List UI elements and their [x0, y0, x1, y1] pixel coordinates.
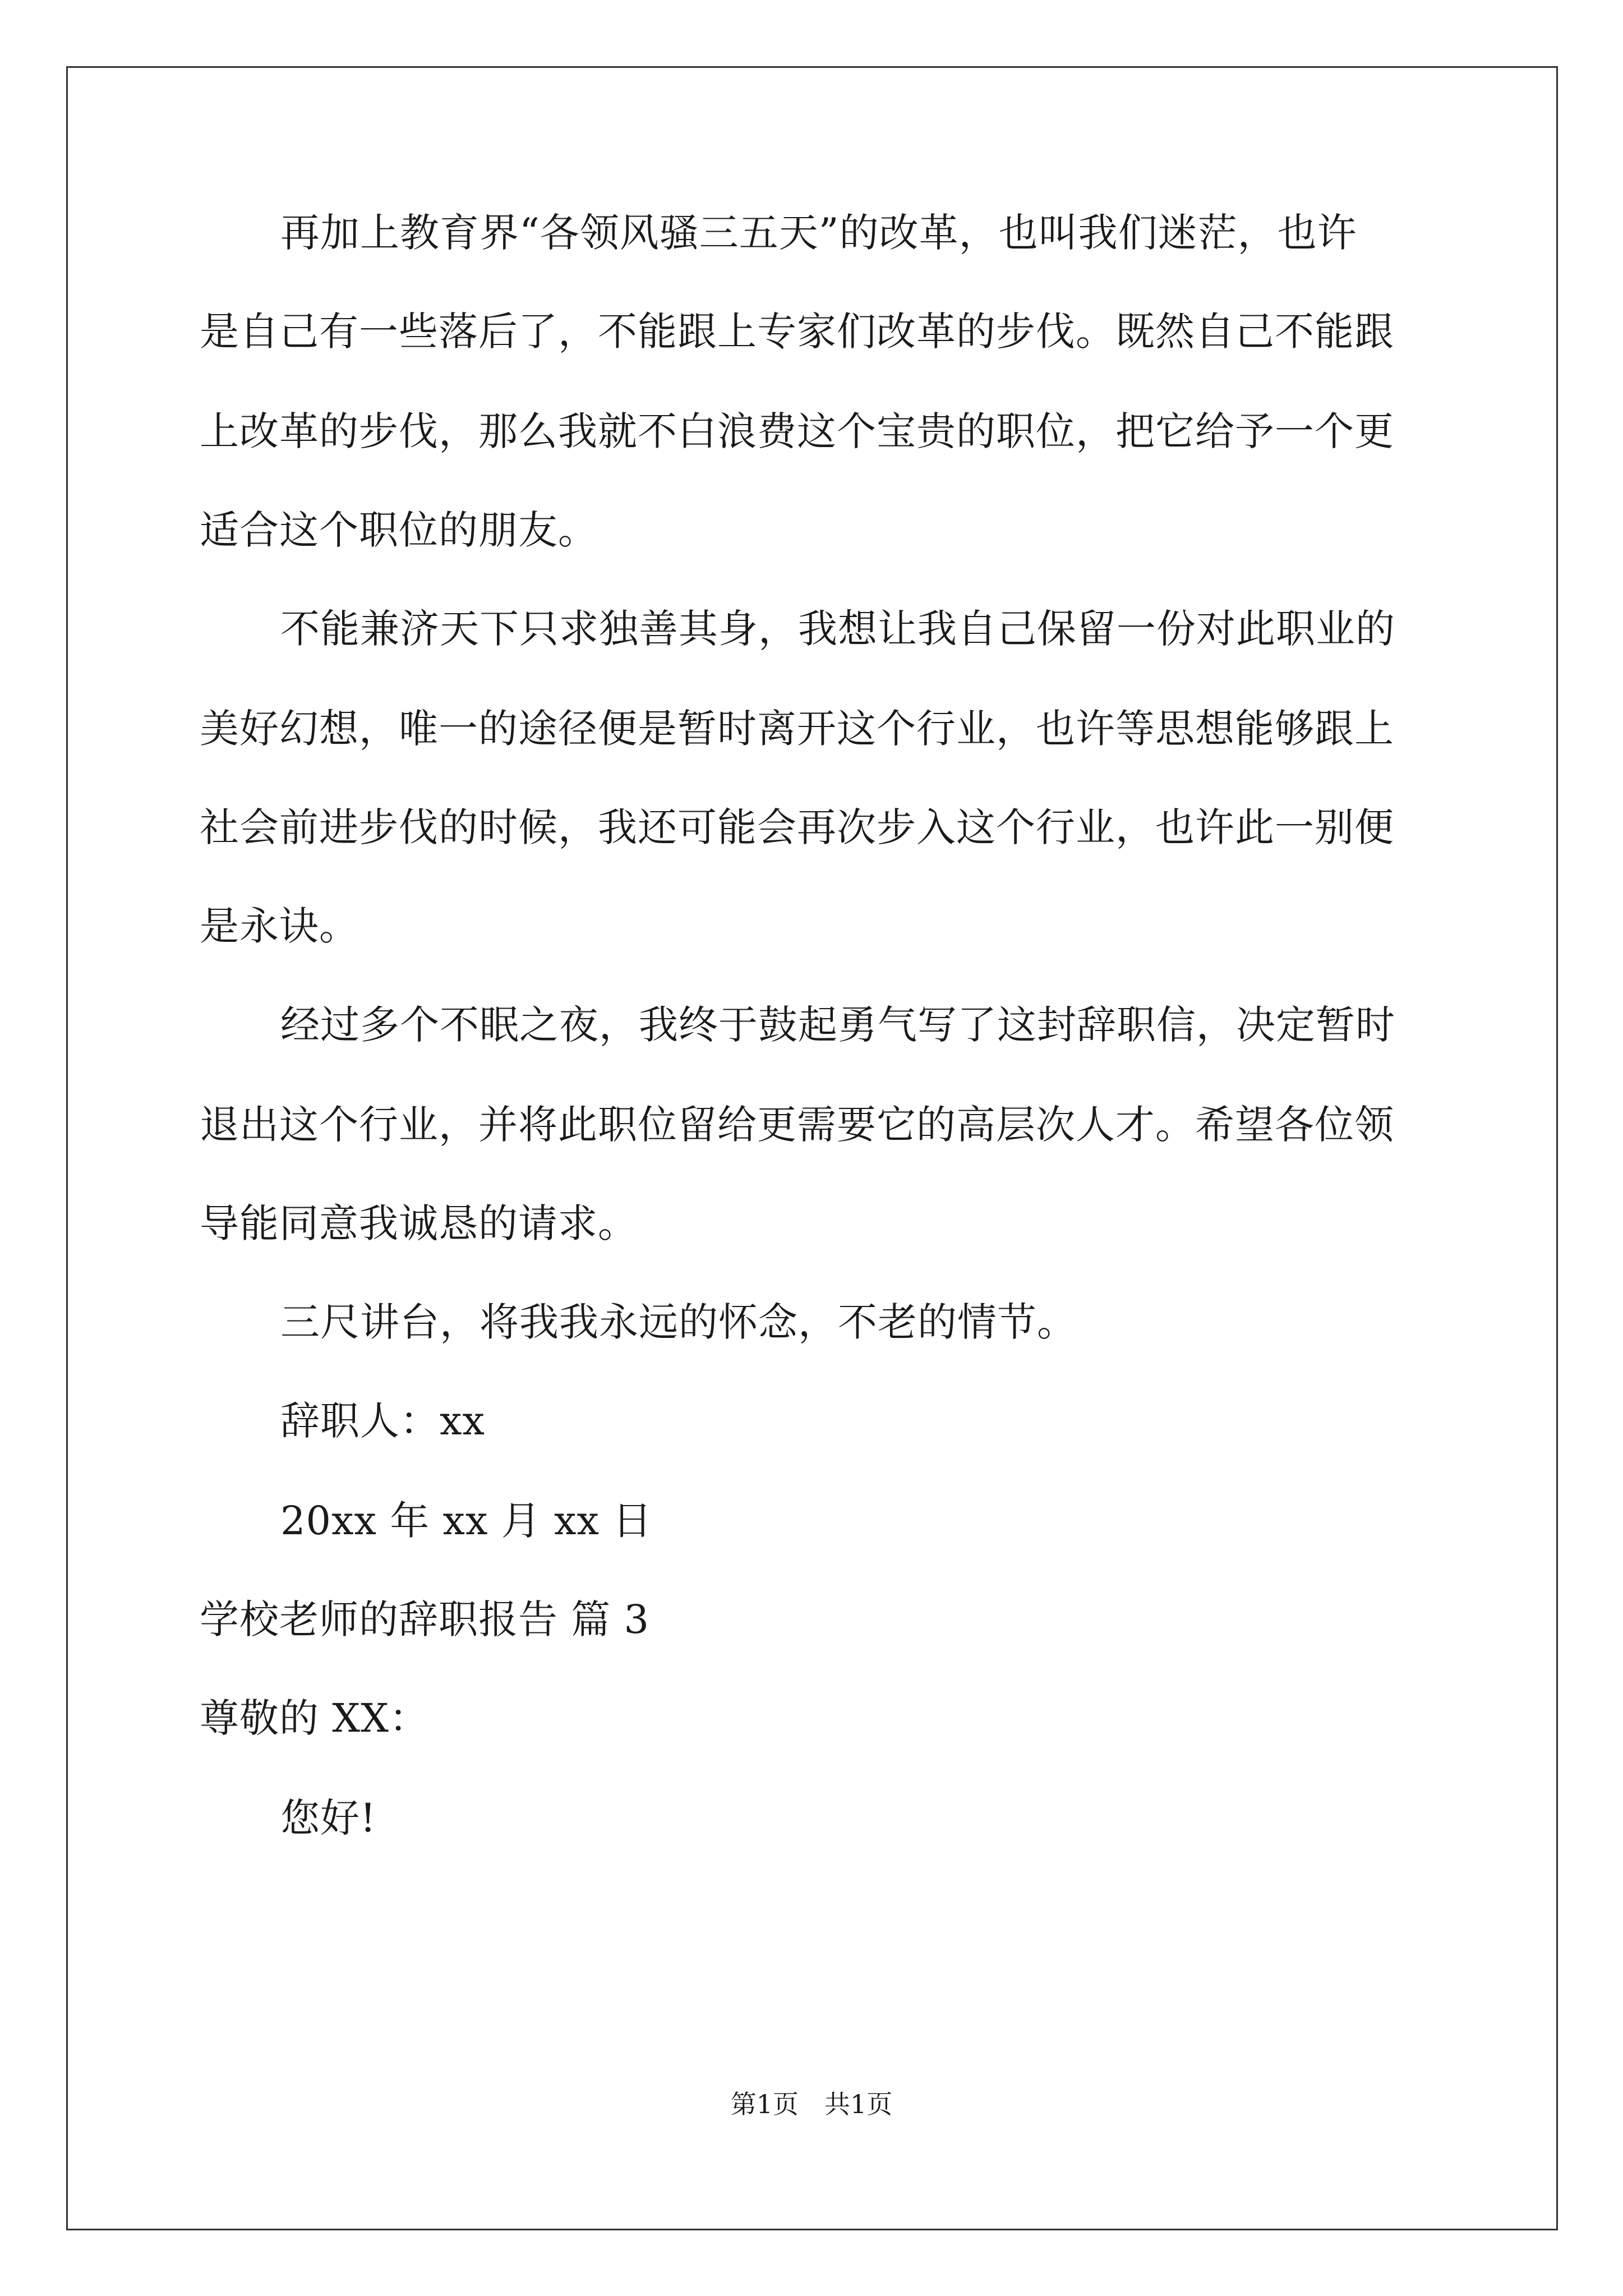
paragraph-4: 三尺讲台，将我我永远的怀念，不老的情节。: [280, 1299, 1077, 1345]
salutation: 尊敬的 XX：: [200, 1695, 429, 1741]
signature-resigner: 辞职人：xx: [280, 1398, 485, 1444]
signature-date: 20xx 年 xx 月 xx 日: [280, 1498, 653, 1544]
paragraph-1-line-4: 适合这个职位的朋友。: [200, 507, 598, 553]
paragraph-3-line-3: 导能同意我诚恳的请求。: [200, 1200, 638, 1246]
paragraph-2-line-4: 是永诀。: [200, 903, 359, 949]
paragraph-1-line-2: 是自己有一些落后了，不能跟上专家们改革的步伐。既然自己不能跟: [200, 309, 1394, 355]
greeting: 您好!: [280, 1795, 377, 1841]
paragraph-2-line-1: 不能兼济天下只求独善其身，我想让我自己保留一份对此职业的: [280, 606, 1395, 652]
page-border: [66, 66, 1558, 2230]
paragraph-3-line-2: 退出这个行业，并将此职位留给更需要它的高层次人才。希望各位领: [200, 1102, 1394, 1148]
paragraph-1-line-1: 再加上教育界“各领风骚三五天”的改革，也叫我们迷茫，也许: [280, 210, 1357, 256]
paragraph-1-line-3: 上改革的步伐，那么我就不白浪费这个宝贵的职位，把它给予一个更: [200, 408, 1394, 454]
page-footer: 第1页 共1页: [730, 2089, 893, 2119]
paragraph-2-line-2: 美好幻想，唯一的途径便是暂时离开这个行业，也许等思想能够跟上: [200, 706, 1394, 752]
paragraph-2-line-3: 社会前进步伐的时候，我还可能会再次步入这个行业，也许此一别便: [200, 804, 1394, 850]
paragraph-3-line-1: 经过多个不眠之夜，我终于鼓起勇气写了这封辞职信，决定暂时: [280, 1002, 1395, 1048]
section-heading: 学校老师的辞职报告 篇 3: [200, 1596, 650, 1642]
